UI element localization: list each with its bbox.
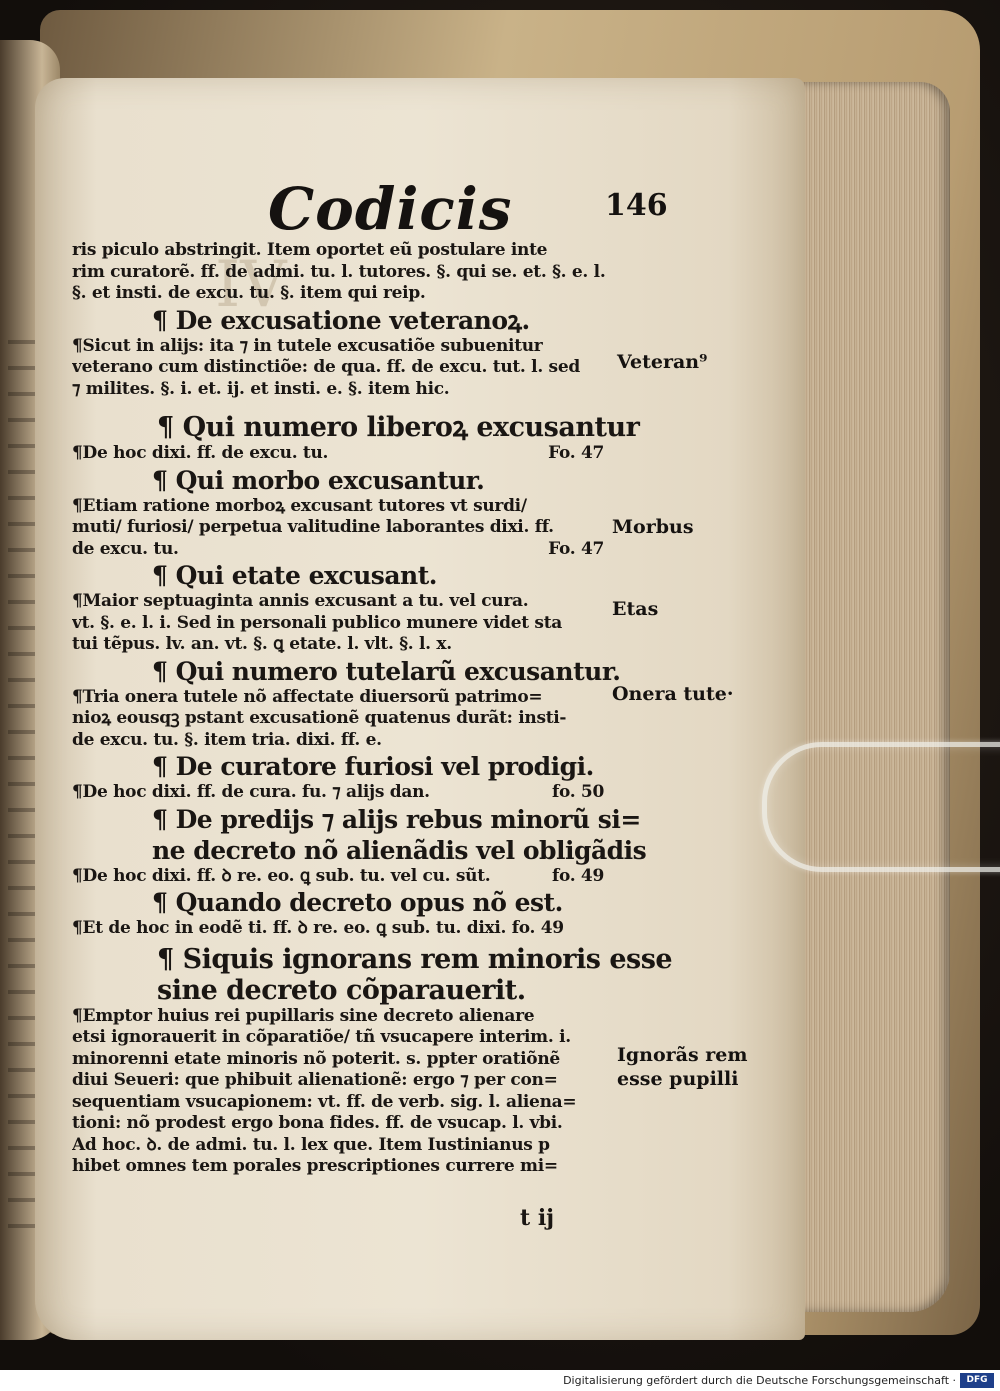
margin-note: Morbus xyxy=(612,516,694,538)
text-line: nioꝝ eousqꝫ pstant excusationẽ quatenus durãt: insti- xyxy=(72,708,567,728)
text-line: diui Seueri: que phibuit alienationẽ: ergo ⁊ per con= xyxy=(72,1070,558,1090)
folio-number: 146 xyxy=(605,188,668,223)
text-line: §. et insti. de excu. tu. §. item qui reip. xyxy=(72,283,426,303)
section-heading: ¶ Qui morbo excusantur. xyxy=(152,465,485,495)
text-line: ris piculo abstringit. Item oportet eũ postulare inte xyxy=(72,240,548,260)
bleed-through-mark: IV xyxy=(215,248,287,322)
text-line: vt. §. e. l. i. Sed in personali publico munere videt sta xyxy=(72,612,562,633)
footer-bar xyxy=(0,1370,1000,1391)
text-line: etsi ignorauerit in cõparatiõe/ tñ vsucapere interim. i. xyxy=(72,1027,571,1047)
text-line: muti/ furiosi/ perpetua valitudine laborantes dixi. ff. xyxy=(72,517,554,537)
section-heading: ¶ Qui numero tutelarũ excusantur. xyxy=(152,656,621,686)
section-heading: ¶ Qui numero liberoꝝ excusantur xyxy=(157,412,640,443)
section-heading: ¶ Quando decreto opus nõ est. xyxy=(152,888,563,917)
page-block-edge xyxy=(790,82,950,1312)
text-line: rim curatorẽ. ff. de admi. tu. l. tutores. §. qui se. et. §. e. l. xyxy=(72,261,606,282)
margin-note: Ignorãs rem xyxy=(617,1044,748,1066)
section-heading: ¶ Qui etate excusant. xyxy=(152,561,437,590)
signature-mark: t ij xyxy=(520,1205,555,1231)
text-line: tioni: nõ prodest ergo bona fides. ff. de vsucap. l. vbi. xyxy=(72,1113,563,1133)
text-line: Ad hoc. ꝺ. de admi. tu. l. lex que. Item Iustinianus p xyxy=(72,1134,550,1155)
text-line: ¶Sicut in alijs: ita ⁊ in tutele excusatiõe subuenitur xyxy=(72,335,543,356)
margin-note: Veteran⁹ xyxy=(617,351,708,373)
section-heading: ¶ De curatore furiosi vel prodigi. xyxy=(152,752,594,781)
running-title: Codicis xyxy=(268,175,513,243)
text-line: veterano cum distinctiõe: de qua. ff. de excu. tut. l. sed xyxy=(72,357,580,377)
margin-note: esse pupilli xyxy=(617,1068,739,1090)
text-line: ¶Et de hoc in eodẽ ti. ff. ꝺ re. eo. ꝗ sub. tu. dixi. fo. 49 xyxy=(72,918,564,938)
text-line: minorenni etate minoris nõ poterit. s. ppter oratiõnẽ xyxy=(72,1048,560,1069)
text-line: hibet omnes tem porales prescriptiones currere mi= xyxy=(72,1156,558,1176)
funding-credit: Digitalisierung gefördert durch die Deutsche Forschungsgemeinschaft · xyxy=(563,1374,956,1387)
dfg-logo: DFG xyxy=(960,1373,994,1388)
text-line: ¶De hoc dixi. ff. ꝺ re. eo. ꝗ sub. tu. vel cu. sũt. fo. 49 xyxy=(72,865,604,886)
text-line: ¶Maior septuaginta annis excusant a tu. vel cura. xyxy=(72,591,529,611)
section-heading: ne decreto nõ alienãdis vel obligãdis xyxy=(152,835,647,865)
text-line: ¶De hoc dixi. ff. de excu. tu. Fo. 47 xyxy=(72,443,604,463)
text-line: tui tẽpus. lv. an. vt. §. ꝗ etate. l. vlt. §. l. x. xyxy=(72,634,452,654)
section-heading: sine decreto cõparauerit. xyxy=(157,974,526,1006)
margin-note: Onera tute· xyxy=(612,683,734,705)
section-heading: ¶ De predijs ⁊ alijs rebus minorũ si= xyxy=(152,804,641,834)
section-heading: ¶ De excusatione veteranoꝝ. xyxy=(152,305,530,335)
text-line: de excu. tu. §. item tria. dixi. ff. e. xyxy=(72,729,382,750)
text-line: ¶Tria onera tutele nõ affectate diuersorũ patrimo= xyxy=(72,686,543,707)
text-line: de excu. tu. Fo. 47 xyxy=(72,538,604,559)
glass-page-clip xyxy=(762,742,1000,872)
text-line: ¶Etiam ratione morboꝝ excusant tutores vt surdi/ xyxy=(72,495,527,516)
margin-note: Etas xyxy=(612,598,659,620)
section-heading: ¶ Siquis ignorans rem minoris esse xyxy=(157,943,673,975)
text-line: sequentiam vsucapionem: vt. ff. de verb. sig. l. aliena= xyxy=(72,1091,577,1112)
text-line: ¶De hoc dixi. ff. de cura. fu. ⁊ alijs dan. fo. 50 xyxy=(72,782,604,802)
text-line: ⁊ milites. §. i. et. ij. et insti. e. §. item hic. xyxy=(72,378,450,399)
text-line: ¶Emptor huius rei pupillaris sine decreto alienare xyxy=(72,1005,535,1026)
